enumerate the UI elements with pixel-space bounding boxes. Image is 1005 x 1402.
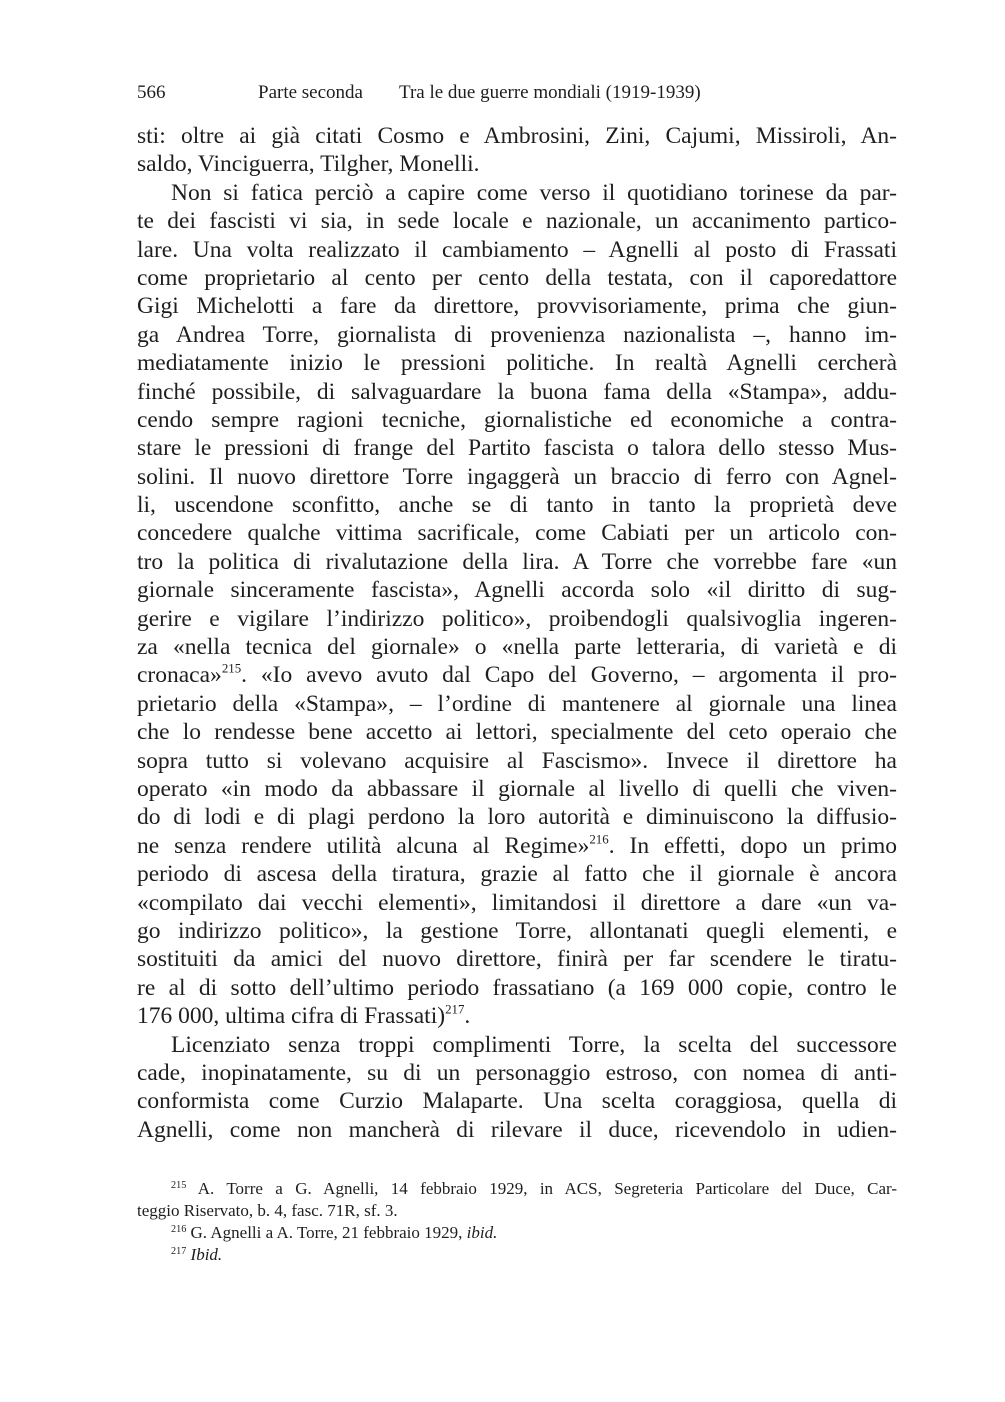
text-line: Agnelli, come non mancherà di rilevare il duce, ricevendolo in udien- — [137, 1116, 897, 1143]
text-line: cade, inopinatamente, su di un personaggio estroso, con nomea di anti- — [137, 1059, 897, 1086]
text-fragment: . «Io avevo avuto dal Capo del Governo, – argomenta il pro- — [241, 662, 897, 689]
text-fragment: 176 000, ultima cifra di Frassati) — [137, 1003, 446, 1030]
text-fragment: . In effetti, dopo un primo — [608, 832, 897, 859]
footnote-ref-215[interactable]: 215 — [221, 660, 242, 676]
text-line: che lo rendesse bene accetto ai lettori, specialmente del ceto operaio che — [137, 719, 897, 746]
header-section-title: Parte seconda — [258, 82, 363, 103]
text-line: sti: oltre ai già citati Cosmo e Ambrosini, Zini, Cajumi, Missiroli, An- — [137, 123, 897, 149]
text-line: za «nella tecnica del giornale» o «nella parte letteraria, di varietà e di — [137, 634, 897, 661]
text-line: tro la politica di rivalutazione della lira. A Torre che vorrebbe fare «un — [137, 548, 897, 575]
footnote-number: 215 — [171, 1179, 187, 1191]
text-line — [137, 661, 897, 689]
text-fragment: ne senza rendere utilità alcuna al Regime» — [137, 832, 590, 859]
text-line: stare le pressioni di frange del Partito fascista o talora dello stesso Mus- — [137, 435, 897, 462]
text-line: re al di sotto dell’ultimo periodo frassatiano (a 169 000 copie, contro le — [137, 974, 897, 1001]
text-line: li, uscendone sconfitto, anche se di tanto in tanto la proprietà deve — [137, 492, 897, 519]
text-fragment: . — [464, 1003, 471, 1030]
text-line: ga Andrea Torre, giornalista di provenienza nazionalista –, hanno im- — [137, 321, 897, 348]
text-line: mediatamente inizio le pressioni politiche. In realtà Agnelli cercherà — [137, 350, 897, 377]
text-line: cendo sempre ragioni tecniche, giornalistiche ed economiche a contra- — [137, 406, 897, 433]
text-line — [137, 1002, 897, 1030]
footnote-number: 216 — [171, 1223, 187, 1235]
footnote-ref-217[interactable]: 217 — [445, 1001, 465, 1017]
text-line: come proprietario al cento per cento della testata, con il caporedattore — [137, 264, 897, 291]
footnote-215 — [137, 1178, 897, 1200]
footnote-text: G. Agnelli a A. Torre, 21 febbraio 1929, — [190, 1223, 467, 1242]
text-line: periodo di ascesa della tiratura, grazie al fatto che il giornale è ancora — [137, 861, 897, 888]
text-line: sostituiti da amici del nuovo direttore, finirà per far scendere le tiratu- — [137, 946, 897, 973]
footnote-217 — [137, 1244, 897, 1266]
text-line: operato «in modo da abbassare il giornale al livello di quelli che viven- — [137, 775, 897, 802]
text-line: conformista come Curzio Malaparte. Una scelta coraggiosa, quella di — [137, 1088, 897, 1115]
footnotes — [137, 1178, 897, 1266]
footnote-216 — [137, 1222, 897, 1244]
body-text — [137, 122, 897, 1144]
paragraph-start-line: Licenziato senza troppi complimenti Torre, la scelta del successore — [171, 1031, 897, 1058]
text-line: «compilato dai vecchi elementi», limitandosi il direttore a dare «un va- — [137, 889, 897, 916]
text-line: concedere qualche vittima sacrificale, come Cabiati per un articolo con- — [137, 520, 897, 547]
footnote-text: Ibid. — [190, 1245, 223, 1264]
text-line: te dei fascisti vi sia, in sede locale e nazionale, un accanimento partico- — [137, 208, 897, 235]
text-line: gerire e vigilare l’indirizzo politico», proibendogli qualsivoglia ingeren- — [137, 605, 897, 632]
text-line: finché possibile, di salvaguardare la buona fama della «Stampa», addu- — [137, 378, 897, 405]
text-line — [137, 832, 897, 860]
page-number: 566 — [137, 82, 166, 103]
footnote-text: A. Torre a G. Agnelli, 14 febbraio 1929, in ACS, Segreteria Particolare del Duce, Car- — [197, 1179, 898, 1198]
text-line: sopra tutto si volevano acquisire al Fascismo». Invece il direttore ha — [137, 747, 897, 774]
text-line: do di lodi e di plagi perdono la loro autorità e diminuiscono la diffusio- — [137, 804, 897, 831]
text-line: solini. Il nuovo direttore Torre ingaggerà un braccio di ferro con Agnel- — [137, 463, 897, 490]
footnote-number: 217 — [171, 1245, 187, 1257]
text-line: prietario della «Stampa», – l’ordine di mantenere al giornale una linea — [137, 690, 897, 717]
footnote-ref-216[interactable]: 216 — [589, 831, 609, 847]
paragraph-start-line: Non si fatica perciò a capire come verso il quotidiano torinese da par- — [171, 179, 897, 206]
footnote-215-continued: teggio Riservato, b. 4, fasc. 71R, sf. 3. — [137, 1201, 398, 1220]
header-chapter-title: Tra le due guerre mondiali (1919-1939) — [399, 82, 701, 103]
text-line: Gigi Michelotti a fare da direttore, provvisoriamente, prima che giun- — [137, 293, 897, 320]
text-line: giornale sinceramente fascista», Agnelli accorda solo «il diritto di sug- — [137, 577, 897, 604]
text-line: saldo, Vinciguerra, Tilgher, Monelli. — [137, 151, 480, 178]
running-header — [137, 80, 897, 106]
text-line: lare. Una volta realizzato il cambiamento – Agnelli al posto di Frassati — [137, 236, 897, 263]
text-line: go indirizzo politico», la gestione Torre, allontanati quegli elementi, e — [137, 917, 897, 944]
text-fragment: cronaca» — [137, 662, 222, 689]
footnote-ibid: ibid. — [466, 1223, 498, 1242]
